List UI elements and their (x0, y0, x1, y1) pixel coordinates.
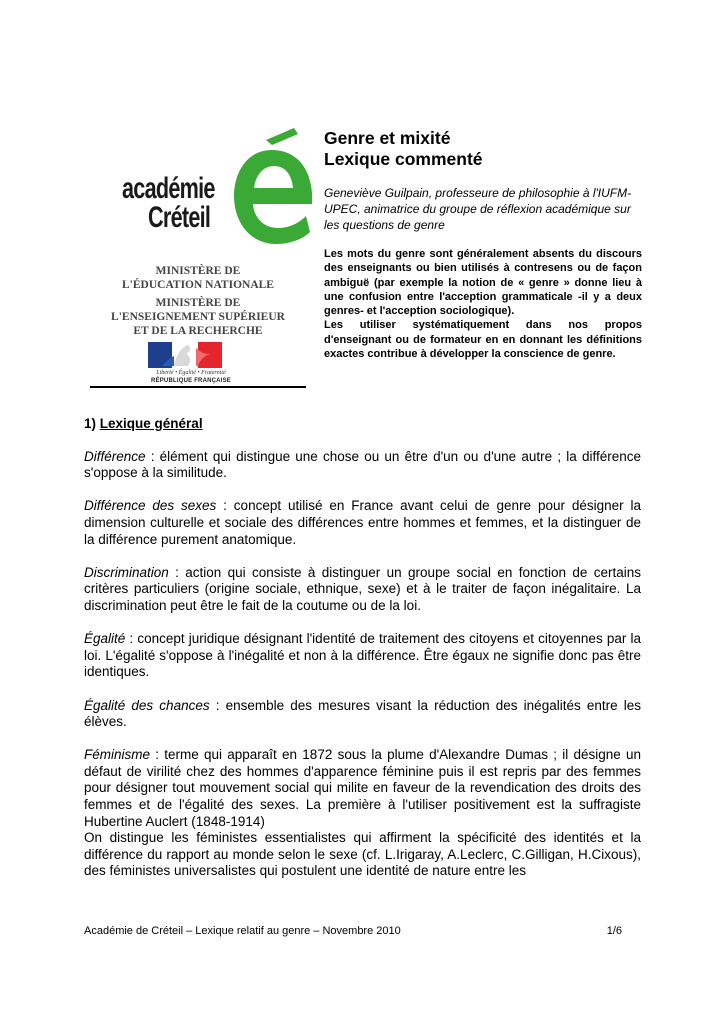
green-e-logo-icon (232, 128, 312, 246)
entry-term: Égalité des chances (84, 697, 210, 713)
intro-paragraph (324, 247, 642, 361)
intro-paragraph-1: Les mots du genre sont généralement absents du discours des enseignants ou bien utilisés à contresens ou de façon ambiguë (par exemple la notion de « genre » donne lieu à une confusion entre l'acception grammaticale -il y a deux genres- et l'acception sociologique). (324, 248, 642, 318)
lexicon-entry (84, 747, 641, 830)
section-heading (84, 416, 641, 433)
entry-definition: : terme qui apparaît en 1872 sous la plume d'Alexandre Dumas ; il désigne un défaut de virilité chez des hommes d'apparence féminine puis il est repris par des femmes pour désigner tout mouvement social qui milite en faveur de la revendication des droits des femmes et de l'égalité des sexes. La première à l'utiliser positivement est la suffragiste Hubertine Auclert (1848-1914) (84, 747, 641, 829)
entry-definition: : concept utilisé en France avant celui de genre pour désigner la dimension culturelle et sociale des différences entre hommes et femmes, et la distinguer de la différence purement anatomique. (84, 498, 641, 547)
title-block (324, 128, 642, 361)
lexicon-entry (84, 449, 641, 482)
logo-divider (90, 386, 306, 388)
document-subtitle: Lexique commenté (324, 149, 483, 169)
entry-term: Différence des sexes (84, 498, 217, 514)
ministry-education-line1: MINISTÈRE DE (155, 265, 241, 277)
continuation-paragraph: On distingue les féministes essentialistes qui affirment la spécificité des identités et la différence du rapport au monde selon le sexe (cf. L.Irigaray, A.Leclerc, C.Gilligan, H.Cixous), des féministes universalistes qui postulent une identité de nature entre les (84, 830, 641, 879)
entry-definition: : élément qui distingue une chose ou un être d'un ou d'une autre ; la différence s'oppose à la similitude. (84, 448, 641, 481)
entry-term: Féminisme (84, 747, 151, 763)
ministry-higher-line3: ET DE LA RECHERCHE (133, 325, 263, 337)
section-number: 1) (84, 416, 97, 431)
lexicon-entry (84, 631, 641, 681)
logo-creteil-text: Créteil (148, 201, 211, 234)
document-body (84, 416, 641, 880)
ministry-higher-education (90, 296, 306, 338)
intro-paragraph-2: Les utiliser systématiquement dans nos propos d'enseignant ou de formateur en en donnant les définitions exactes contribue à développer la conscience de genre. (324, 319, 642, 361)
marianne-logo (146, 342, 236, 388)
author-line: Geneviève Guilpain, professeure de philosophie à l'IUFM-UPEC, animatrice du groupe de réflexion académique sur les questions de genre (324, 186, 632, 232)
entry-term: Égalité (84, 631, 126, 647)
footer-text: Académie de Créteil – Lexique relatif au genre – Novembre 2010 (84, 925, 401, 937)
page-footer (84, 924, 622, 938)
page-number: 1/6 (606, 925, 622, 937)
marianne-motto: Liberté • Égalité • Fraternité (156, 370, 226, 376)
document-title: Genre et mixité (324, 128, 451, 148)
ministry-higher-line2: L'ENSEIGNEMENT SUPÉRIEUR (111, 311, 285, 323)
ministry-higher-line1: MINISTÈRE DE (155, 297, 241, 309)
logo-academie-text: académie (122, 172, 215, 205)
entry-term: Différence (84, 448, 146, 464)
marianne-flag-icon (148, 342, 222, 368)
section-title: Lexique général (99, 416, 203, 431)
academie-logo-block (90, 128, 306, 390)
entry-definition: : concept juridique désignant l'identité de traitement des citoyens et citoyennes par la loi. L'égalité s'oppose à l'inégalité et non à la différence. Être égaux ne signifie donc pas être identiques. (84, 631, 641, 680)
lexicon-entry (84, 698, 641, 731)
lexicon-entry (84, 565, 641, 615)
ministry-education (90, 264, 306, 292)
entry-definition: : ensemble des mesures visant la réduction des inégalités entre les élèves. (84, 697, 642, 730)
republique-francaise: RÉPUBLIQUE FRANÇAISE (150, 378, 231, 384)
ministry-education-line2: L'ÉDUCATION NATIONALE (122, 279, 274, 291)
entry-term: Discrimination (84, 564, 169, 580)
entry-definition: : action qui consiste à distinguer un groupe social en fonction de certains critères particuliers (origine sociale, ethnique, sexe) et à le traiter de façon inégalitaire. La discrimination peut être le fait de la coutume ou de la loi. (84, 564, 641, 613)
lexicon-entry (84, 498, 641, 548)
